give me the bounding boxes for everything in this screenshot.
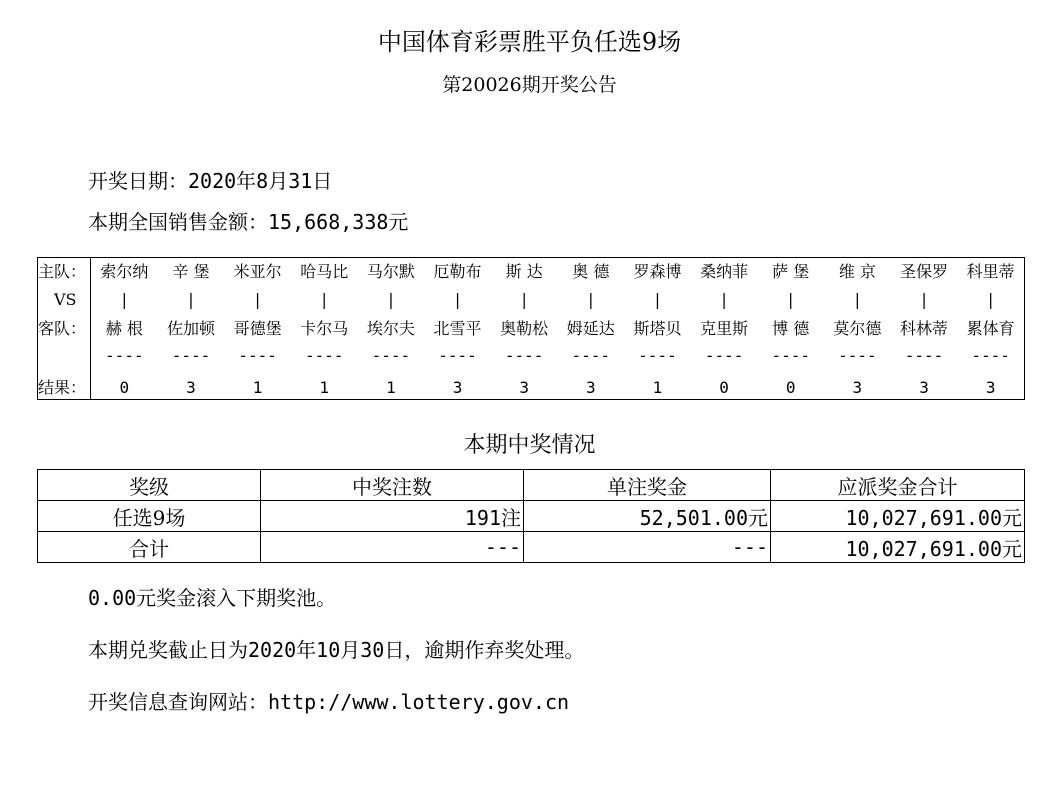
prize-level: 合计: [38, 532, 261, 563]
match-result: 0: [719, 378, 729, 397]
match-result: 3: [985, 378, 996, 397]
match-table: [37, 257, 1025, 400]
match-result: 1: [252, 378, 263, 397]
away-team: 哥德堡: [233, 319, 282, 338]
table-row: [38, 532, 1025, 563]
match-row-labels: [38, 258, 91, 399]
vs-mark: |: [921, 290, 927, 309]
away-team: 克里斯: [700, 319, 749, 338]
match-result: 3: [585, 378, 596, 397]
match-column: [757, 258, 824, 399]
away-team: 莫尔德: [833, 319, 882, 338]
away-team: 北雪平: [433, 319, 482, 338]
match-column: [224, 258, 291, 399]
dash-mark: ----: [438, 346, 477, 365]
match-column: [624, 258, 691, 399]
match-column: [824, 258, 891, 399]
away-team: 姆延达: [566, 319, 615, 338]
sales-line: [88, 206, 408, 235]
home-team: 科里蒂: [966, 262, 1015, 281]
match-column: [358, 258, 425, 399]
home-team: 马尔默: [366, 262, 415, 281]
vs-mark: |: [588, 290, 594, 309]
match-result: 3: [186, 378, 196, 397]
dash-mark: ----: [638, 346, 677, 365]
away-team: 累体育: [966, 319, 1015, 338]
vs-mark: |: [854, 290, 861, 309]
away-team: 埃尔夫: [366, 319, 415, 338]
match-column: [491, 258, 558, 399]
home-team: 奥 德: [572, 262, 610, 281]
vs-mark: |: [654, 290, 661, 309]
vs-mark: |: [188, 290, 194, 309]
page-subtitle: 第20026期开奖公告: [442, 74, 617, 96]
header-count: 中奖注数: [261, 470, 524, 501]
vs-mark: |: [254, 290, 261, 309]
vs-mark: |: [454, 290, 461, 309]
vs-mark: |: [987, 290, 994, 309]
vs-mark: |: [321, 290, 327, 309]
dash-mark: ----: [571, 346, 611, 365]
match-result: 3: [919, 378, 929, 397]
away-team: 赫 根: [105, 319, 143, 338]
draw-date-line: [88, 165, 332, 194]
dash-mark: ----: [904, 346, 944, 365]
home-team: 维 京: [838, 262, 876, 281]
home-team: 圣保罗: [900, 262, 949, 281]
home-team: 斯 达: [505, 262, 543, 281]
result-label: 结果：: [38, 378, 87, 397]
match-result: 1: [652, 378, 663, 397]
match-column: [957, 258, 1024, 399]
prize-single: 52,501.00元: [524, 501, 771, 532]
home-label: 主队：: [38, 262, 87, 281]
website-label: 开奖信息查询网站：: [88, 690, 268, 714]
prize-count: ---: [261, 532, 524, 563]
dash-mark: ----: [105, 346, 144, 365]
vs-mark: |: [388, 290, 394, 309]
match-result: 1: [386, 378, 396, 397]
home-team: 辛 堡: [172, 262, 210, 281]
dash-mark: ----: [838, 346, 877, 365]
header-level: 奖级: [38, 470, 261, 501]
dash-mark: ----: [304, 346, 344, 365]
home-team: 桑纳菲: [700, 262, 749, 281]
website-link[interactable]: http://www.lottery.gov.cn: [268, 690, 570, 714]
home-team: 哈马比: [300, 262, 349, 281]
header-total: 应派奖金合计: [771, 470, 1025, 501]
draw-date-label: 开奖日期：: [88, 169, 188, 193]
dash-mark: ----: [771, 346, 810, 365]
prize-single: ---: [524, 532, 771, 563]
match-column: [557, 258, 624, 399]
match-result: 3: [452, 378, 463, 397]
draw-date-value: 2020年8月31日: [188, 169, 333, 193]
home-team: 厄勒布: [433, 262, 482, 281]
vs-label: VS: [54, 290, 77, 309]
away-team: 斯塔贝: [633, 319, 682, 338]
prize-total: 10,027,691.00元: [771, 532, 1025, 563]
match-column: [158, 258, 225, 399]
website-line: [88, 686, 569, 715]
header-single: 单注奖金: [524, 470, 771, 501]
match-column: [291, 258, 358, 399]
vs-mark: |: [721, 290, 727, 309]
match-result: 0: [785, 378, 796, 397]
match-column: [691, 258, 758, 399]
dash-mark: ----: [238, 346, 277, 365]
dash-mark: ----: [704, 346, 744, 365]
table-row: [38, 501, 1025, 532]
away-label: 客队：: [38, 319, 87, 338]
prize-total: 10,027,691.00元: [771, 501, 1025, 532]
rollover-note: 0.00元奖金滚入下期奖池。: [88, 586, 337, 610]
match-result: 3: [852, 378, 863, 397]
home-team: 米亚尔: [233, 262, 282, 281]
dash-mark: ----: [971, 346, 1010, 365]
prize-section-title: 本期中奖情况: [463, 433, 596, 458]
prize-table: [37, 469, 1025, 563]
deadline-note: 本期兑奖截止日为2020年10月30日，逾期作弃奖处理。: [88, 638, 585, 662]
dash-mark: ----: [171, 346, 211, 365]
prize-table-header: [38, 470, 1025, 501]
prize-level: 任选9场: [38, 501, 261, 532]
away-team: 奥勒松: [500, 319, 549, 338]
home-team: 萨 堡: [772, 262, 810, 281]
sales-label: 本期全国销售金额：: [88, 210, 268, 234]
match-columns: [91, 258, 1024, 399]
dash-mark: ----: [371, 346, 411, 365]
sales-amount: 15,668,338元: [268, 210, 409, 234]
match-result: 0: [119, 378, 130, 397]
away-team: 科林蒂: [900, 319, 949, 338]
match-result: 1: [319, 378, 330, 397]
match-column: [891, 258, 958, 399]
match-column: [91, 258, 158, 399]
prize-count: 191注: [261, 501, 524, 532]
dash-mark: ----: [504, 346, 544, 365]
vs-mark: |: [788, 290, 794, 309]
match-column: [424, 258, 491, 399]
match-result: 3: [519, 378, 529, 397]
away-team: 佐加顿: [166, 319, 215, 338]
away-team: 博 德: [772, 319, 810, 338]
vs-mark: |: [121, 290, 128, 309]
vs-mark: |: [521, 290, 527, 309]
home-team: 索尔纳: [100, 262, 149, 281]
home-team: 罗森博: [633, 262, 682, 281]
page-title: 中国体育彩票胜平负任选9场: [377, 28, 682, 56]
away-team: 卡尔马: [300, 319, 349, 338]
